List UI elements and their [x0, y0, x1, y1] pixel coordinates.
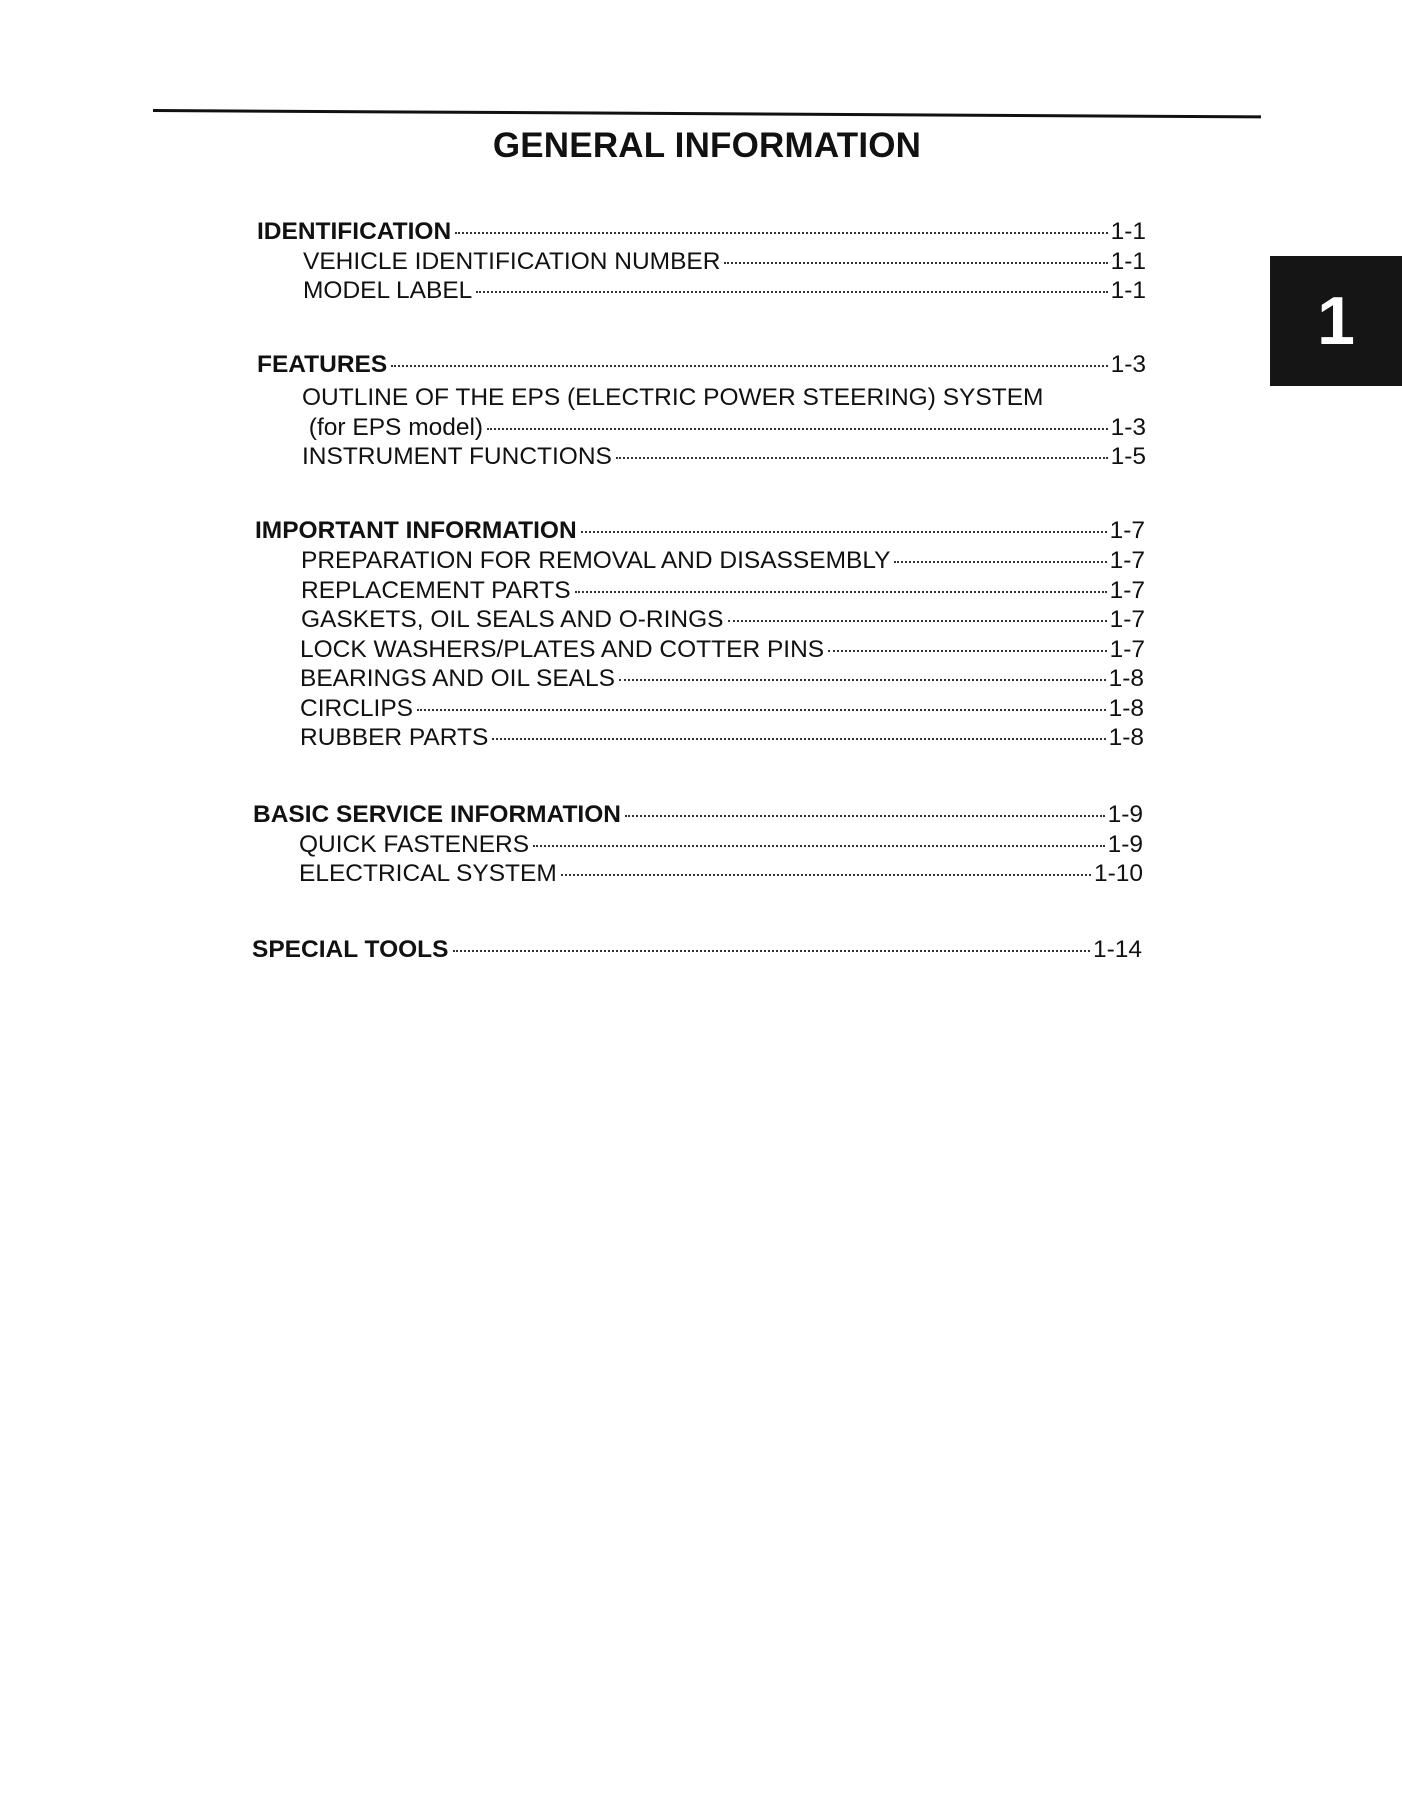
toc-dot-leader — [561, 874, 1091, 876]
toc-dot-leader — [828, 650, 1106, 652]
toc-dot-leader — [417, 709, 1106, 711]
toc-dot-leader — [455, 232, 1107, 234]
toc-page-number: 1-1 — [1110, 248, 1146, 275]
toc-dot-leader — [533, 845, 1105, 847]
toc-subsection-entry — [301, 576, 1145, 606]
toc-entry-label: (for EPS model) — [302, 414, 484, 441]
toc-section-entry — [257, 350, 1146, 380]
toc-entry-label: LOCK WASHERS/PLATES AND COTTER PINS — [300, 636, 825, 663]
toc-page-number: 1-9 — [1107, 831, 1143, 858]
toc-entry-label: CIRCLIPS — [300, 695, 414, 722]
toc-page-number: 1-1 — [1110, 218, 1146, 245]
toc-section-entry — [253, 800, 1143, 830]
toc-page-number: 1-8 — [1108, 724, 1144, 751]
toc-entry-label: INSTRUMENT FUNCTIONS — [302, 443, 612, 470]
page-title: GENERAL INFORMATION — [492, 126, 922, 165]
toc-page-number: 1-10 — [1093, 860, 1143, 887]
toc-subsection-entry — [299, 830, 1143, 860]
toc-subsection-entry — [299, 859, 1143, 889]
toc-entry-label: FEATURES — [257, 351, 388, 378]
toc-entry-label: REPLACEMENT PARTS — [301, 577, 571, 604]
toc-subsection-entry — [301, 605, 1145, 635]
toc-entry-label: PREPARATION FOR REMOVAL AND DISASSEMBLY — [301, 547, 891, 574]
toc-entry-label: BEARINGS AND OIL SEALS — [300, 665, 615, 692]
toc-entry-label: SPECIAL TOOLS — [252, 936, 449, 963]
toc-entry-label: IDENTIFICATION — [257, 218, 452, 245]
toc-page-number: 1-7 — [1109, 517, 1145, 544]
toc-dot-leader — [581, 531, 1107, 533]
toc-dot-leader — [625, 815, 1105, 817]
toc-subsection-entry — [303, 276, 1146, 306]
toc-subsection-entry — [302, 413, 1146, 443]
toc-subsection-entry — [300, 694, 1144, 724]
toc-entry-label: ELECTRICAL SYSTEM — [299, 860, 557, 887]
toc-page-number: 1-7 — [1109, 606, 1145, 633]
toc-page-number: 1-9 — [1107, 801, 1143, 828]
chapter-tab: 1 — [1270, 256, 1402, 386]
toc-entry-label: RUBBER PARTS — [300, 724, 489, 751]
toc-dot-leader — [487, 428, 1107, 430]
toc-entry-label: OUTLINE OF THE EPS (ELECTRIC POWER STEERING) SYSTEM — [302, 384, 1044, 411]
toc-subsection-entry — [303, 247, 1146, 277]
toc-section-entry — [257, 217, 1146, 247]
toc-dot-leader — [728, 620, 1107, 622]
toc-dot-leader — [453, 950, 1090, 952]
toc-dot-leader — [492, 738, 1105, 740]
toc-subsection-entry — [302, 383, 1146, 413]
toc-page-number: 1-8 — [1108, 695, 1144, 722]
toc-entry-label: VEHICLE IDENTIFICATION NUMBER — [303, 248, 721, 275]
toc-page-number: 1-3 — [1110, 414, 1146, 441]
toc-dot-leader — [575, 591, 1107, 593]
toc-dot-leader — [616, 457, 1108, 459]
toc-subsection-entry — [300, 635, 1145, 665]
toc-page-number: 1-1 — [1110, 277, 1146, 304]
toc-entry-label: QUICK FASTENERS — [299, 831, 530, 858]
toc-subsection-entry — [300, 723, 1144, 753]
toc-dot-leader — [476, 291, 1107, 293]
toc-dot-leader — [619, 679, 1106, 681]
toc-subsection-entry — [302, 442, 1146, 472]
toc-subsection-entry — [301, 546, 1145, 576]
toc-entry-label: MODEL LABEL — [303, 277, 473, 304]
toc-page-number: 1-14 — [1092, 936, 1142, 963]
toc-dot-leader — [724, 262, 1107, 264]
toc-subsection-entry — [300, 664, 1144, 694]
toc-dot-leader — [894, 561, 1106, 563]
toc-entry-label: IMPORTANT INFORMATION — [255, 517, 577, 544]
toc-entry-label: BASIC SERVICE INFORMATION — [253, 801, 621, 828]
toc-dot-leader — [391, 365, 1107, 367]
toc-page-number: 1-7 — [1109, 577, 1145, 604]
toc-page-number: 1-7 — [1109, 636, 1145, 663]
toc-page-number: 1-5 — [1110, 443, 1146, 470]
toc-page-number: 1-3 — [1110, 351, 1146, 378]
toc-page-number: 1-8 — [1108, 665, 1144, 692]
toc-entry-label: GASKETS, OIL SEALS AND O-RINGS — [301, 606, 724, 633]
toc-section-entry — [255, 516, 1145, 546]
toc-page-number: 1-7 — [1109, 547, 1145, 574]
toc-section-entry — [252, 935, 1142, 965]
